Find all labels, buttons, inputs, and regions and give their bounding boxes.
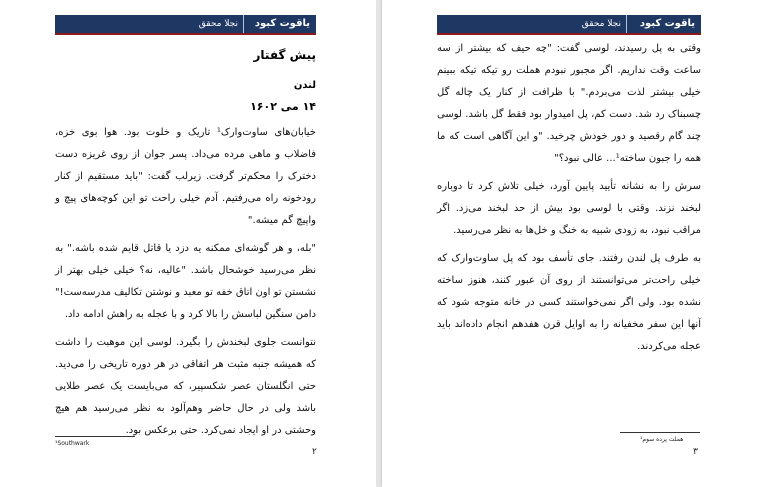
author-name: نجلا محقق xyxy=(581,19,621,29)
author-name: نجلا محقق xyxy=(198,19,238,29)
paragraph: خیابان‌های ساوت‌وارک¹ تاریک و خلوت بود. هوا بوی خزه، فاضلاب و ماهی مرده می‌داد. پسر جوان از روی غریزه دست دخترک را محکم‌تر گرفت. زیرلب گفت: "باید مستقیم از کنار رودخونه راه می‌رفتیم. آدم خیلی راحت تو این کوچه‌های پیچ و واپیچ گم میشه." xyxy=(55,127,316,226)
right-page-body xyxy=(437,38,701,364)
paragraph: سرش را به نشانه تأیید پایین آورد، خیلی تلاش کرد تا دوباره لبخند نزند. وقتی با لوسی بود بیش از حد لبخند می‌زد. اگر مراقب نبود، به زودی شبیه به خنگ و خل‌ها به نظر می‌رسید. xyxy=(437,181,701,236)
book-title: یاقوت کبود xyxy=(243,15,316,33)
chapter-title: پیش گفتار xyxy=(253,48,316,62)
paragraph: "بله، و هر گوشه‌ای ممکنه یه دزد یا قاتل قایم شده باشه." به نظر می‌رسید خوشحال باشد. "عالیه، نه؟ خیلی خیلی بهتر از نشستن تو اون اتاق خفه تو معبد و نوشتن تکالیف مدرسه‌ست!" دامن سنگین لباسش را بالا کرد و با عجله به راهش ادامه داد. xyxy=(55,243,316,320)
left-page-header xyxy=(55,15,316,35)
footnote: ¹هملت پرده سوم xyxy=(640,436,684,443)
footnote-rule xyxy=(620,432,700,433)
footnote: ¹Southwark xyxy=(55,440,90,447)
right-page-header xyxy=(437,15,701,35)
page-number: ۳ xyxy=(693,447,698,457)
place-line: لندن xyxy=(293,80,316,91)
footnote-rule xyxy=(55,436,135,437)
paragraph: وقتی به پل رسیدند، لوسی گفت: "چه حیف که بیشتر از سه ساعت وقت نداریم. اگر مجبور نبودم هملت رو تیکه تیکه ببینم خیلی بیشتر لذت می‌بردم." با ظرافت از کنار یک چاله گل چسبناک رد شد. دست کم، پل امیدوار بود فقط گل باشد. لوسی چند گام رقصید و دور خودش چرخید. "و این آگاهی است که ما همه را جبون ساخته¹... عالی نبود؟" xyxy=(437,43,701,164)
paragraph: نتوانست جلوی لبخندش را بگیرد. لوسی این موهبت را داشت که همیشه جنبه مثبت هر اتفاقی در هر دوره تاریخی را می‌دید. حتی انگلستان عصر شکسپیر، که می‌بایست یک عصر طلایی باشد ولی در حال حاضر وهم‌آلود به نظر می‌رسید هم هیچ وحشتی در او ایجاد نمی‌کرد. حتی برعکس بود. xyxy=(55,337,316,436)
book-title: یاقوت کبود xyxy=(626,15,701,33)
paragraph: به طرف پل لندن رفتند. جای تأسف بود که پل ساوت‌وارک که خیلی راحت‌تر می‌توانستند از روی آن عبور کنند، هنوز ساخته نشده بود. ولی اگر نمی‌خواستند کسی در خانه متوجه شود که آنها این سفر مخفیانه را به اوایل قرن هفدهم انجام داده‌اند باید عجله می‌کردند. xyxy=(437,253,701,352)
date-line: ۱۴ می ۱۶۰۲ xyxy=(250,100,316,113)
left-page-body xyxy=(55,122,316,448)
page-number: ۲ xyxy=(312,447,317,457)
